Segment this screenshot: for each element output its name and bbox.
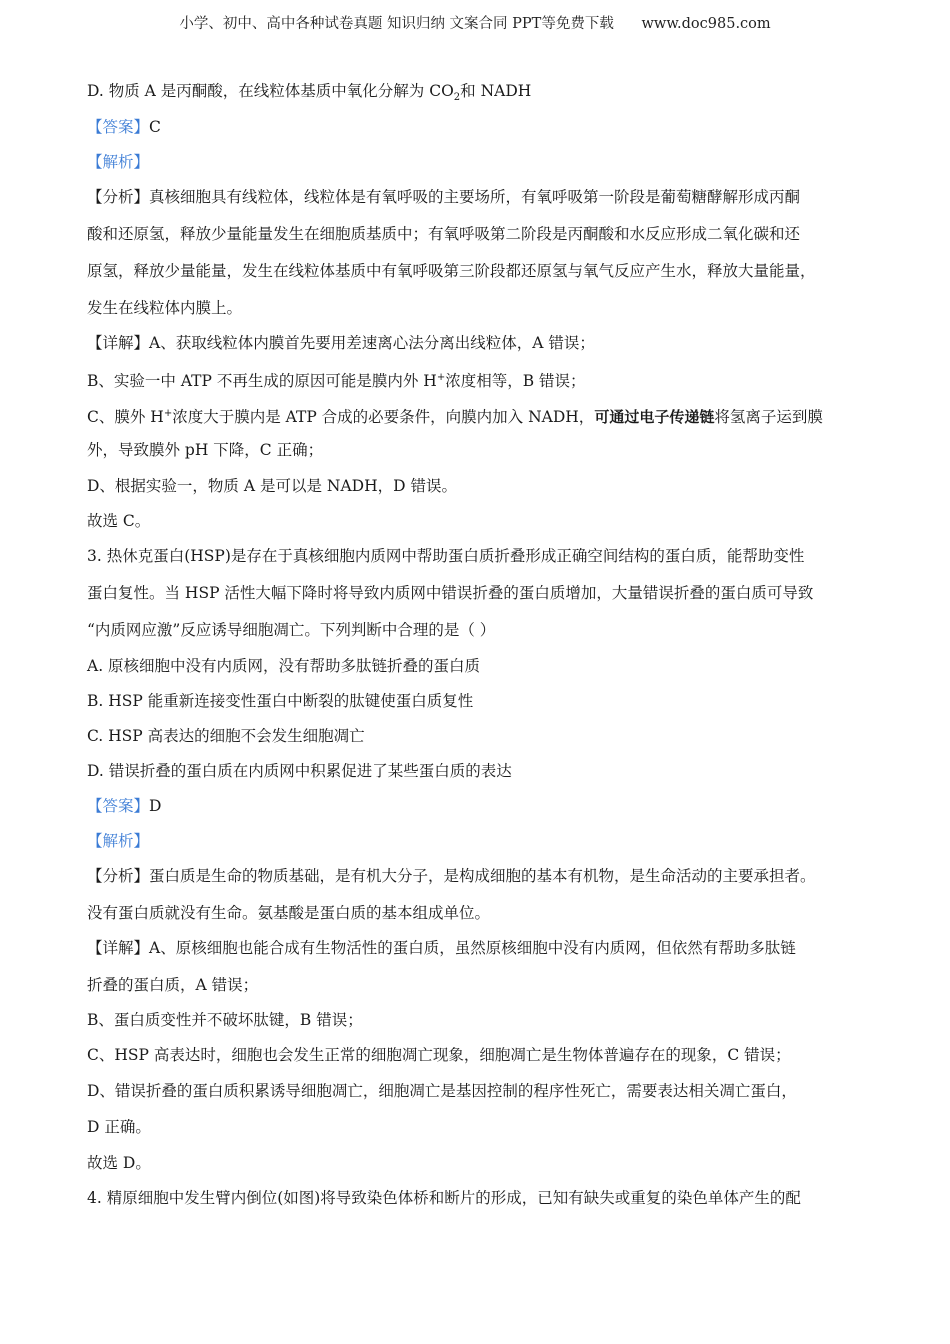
- fenxi-tag: 【分析】: [87, 188, 150, 206]
- q3-xiangjie-b: B、蛋白质变性并不破坏肽键，B 错误；: [87, 1011, 363, 1029]
- q2-conclusion: 故选 C。: [87, 512, 151, 530]
- q2-option-d-text-end: 和 NADH: [460, 82, 532, 100]
- xiangjie-tag: 【详解】: [87, 939, 150, 957]
- q3-xiangjie-c: C、HSP 高表达时，细胞也会发生正常的细胞凋亡现象，细胞凋亡是生物体普遍存在的现象，C 错误；: [87, 1046, 791, 1064]
- answer-tag: 【答案】: [87, 797, 150, 815]
- q3-option-a: A. 原核细胞中没有内质网，没有帮助多肽链折叠的蛋白质: [87, 657, 481, 675]
- xiangjie-b-text: B、实验一中 ATP 不再生成的原因可能是膜内外 H: [87, 372, 437, 391]
- q3-fenxi-line-2: 没有蛋白质就没有生命。氨基酸是蛋白质的基本组成单位。: [87, 904, 491, 922]
- answer-value: C: [149, 118, 161, 136]
- q2-fenxi-line-1: [87, 187, 800, 207]
- q3-answer: [87, 796, 161, 816]
- q2-option-d-text: D. 物质 A 是丙酮酸，在线粒体基质中氧化分解为 CO: [87, 82, 454, 100]
- q2-analysis-tag: 【解析】: [87, 153, 150, 171]
- q2-answer: [87, 117, 161, 137]
- answer-value: D: [149, 797, 162, 815]
- q3-xiangjie-a: [87, 938, 796, 958]
- q2-option-d: [87, 81, 531, 108]
- h-plus-superscript: +: [436, 372, 446, 383]
- q3-option-b: B. HSP 能重新连接变性蛋白中断裂的肽键使蛋白质复性: [87, 692, 474, 710]
- h-plus-superscript: +: [163, 408, 173, 419]
- fenxi-text: 真核细胞具有线粒体，线粒体是有氧呼吸的主要场所，有氧呼吸第一阶段是葡萄糖酵解形成丙酮: [149, 188, 801, 206]
- q3-analysis-tag: 【解析】: [87, 832, 150, 850]
- page-header: 小学、初中、高中各种试卷真题 知识归纳 文案合同 PPT等免费下载 www.doc985.com: [179, 16, 771, 32]
- q3-stem-1: 3. 热休克蛋白(HSP)是存在于真核细胞内质网中帮助蛋白质折叠形成正确空间结构的蛋白质，能帮助变性: [87, 547, 805, 565]
- q4-stem-1: 4. 精原细胞中发生臂内倒位(如图)将导致染色体桥和断片的形成，已知有缺失或重复的染色单体产生的配: [87, 1189, 801, 1207]
- answer-tag: 【答案】: [87, 118, 150, 136]
- xiangjie-c-text-end: 将氢离子运到膜: [714, 408, 823, 427]
- q3-option-c: C. HSP 高表达的细胞不会发生细胞凋亡: [87, 727, 365, 745]
- xiangjie-a-text: A、获取线粒体内膜首先要用差速离心法分离出线粒体，A 错误；: [149, 334, 595, 352]
- xiangjie-c-bold-text: 可通过电子传递链: [594, 408, 715, 427]
- xiangjie-c-text: C、膜外 H: [87, 408, 164, 427]
- q3-option-d: D. 错误折叠的蛋白质在内质网中积累促进了某些蛋白质的表达: [87, 762, 512, 780]
- q3-stem-3: “内质网应激”反应诱导细胞凋亡。下列判断中合理的是（ ）: [87, 621, 496, 639]
- q3-conclusion: 故选 D。: [87, 1154, 151, 1172]
- fenxi-tag: 【分析】: [87, 867, 150, 885]
- xiangjie-b-text-end: 浓度相等，B 错误；: [445, 372, 586, 391]
- q3-xiangjie-a-2: 折叠的蛋白质，A 错误；: [87, 976, 259, 994]
- q3-xiangjie-d-1: D、错误折叠的蛋白质积累诱导细胞凋亡，细胞凋亡是基因控制的程序性死亡，需要表达相关凋亡蛋白，: [87, 1082, 797, 1100]
- fenxi-text: 蛋白质是生命的物质基础，是有机大分子，是构成细胞的基本有机物，是生命活动的主要承担者。: [149, 867, 816, 885]
- xiangjie-tag: 【详解】: [87, 334, 150, 352]
- q2-xiangjie-c: [87, 404, 823, 427]
- q2-xiangjie-d: D、根据实验一，物质 A 是可以是 NADH，D 错误。: [87, 477, 457, 495]
- co2-subscript: 2: [453, 92, 461, 104]
- q3-stem-2: 蛋白复性。当 HSP 活性大幅下降时将导致内质网中错误折叠的蛋白质增加，大量错误折叠的蛋白质可导致: [87, 584, 814, 602]
- q3-xiangjie-d-2: D 正确。: [87, 1118, 151, 1136]
- q2-fenxi-line-2: 酸和还原氢，释放少量能量发生在细胞质基质中；有氧呼吸第二阶段是丙酮酸和水反应形成二氧化碳和还: [87, 225, 801, 243]
- xiangjie-c-text-mid: 浓度大于膜内是 ATP 合成的必要条件，向膜内加入 NADH，: [172, 408, 595, 427]
- q2-fenxi-line-4: 发生在线粒体内膜上。: [87, 299, 243, 317]
- q2-xiangjie-a: [87, 333, 595, 353]
- q2-fenxi-line-3: 原氢，释放少量能量，发生在线粒体基质中有氧呼吸第三阶段都还原氢与氧气反应产生水，释放大量能量，: [87, 262, 816, 280]
- q3-fenxi-line-1: [87, 866, 816, 886]
- q2-xiangjie-c-2: 外，导致膜外 pH 下降，C 正确；: [87, 441, 324, 459]
- xiangjie-a-text: A、原核细胞也能合成有生物活性的蛋白质，虽然原核细胞中没有内质网，但依然有帮助多肽链: [149, 939, 796, 957]
- q2-xiangjie-b: [87, 368, 586, 391]
